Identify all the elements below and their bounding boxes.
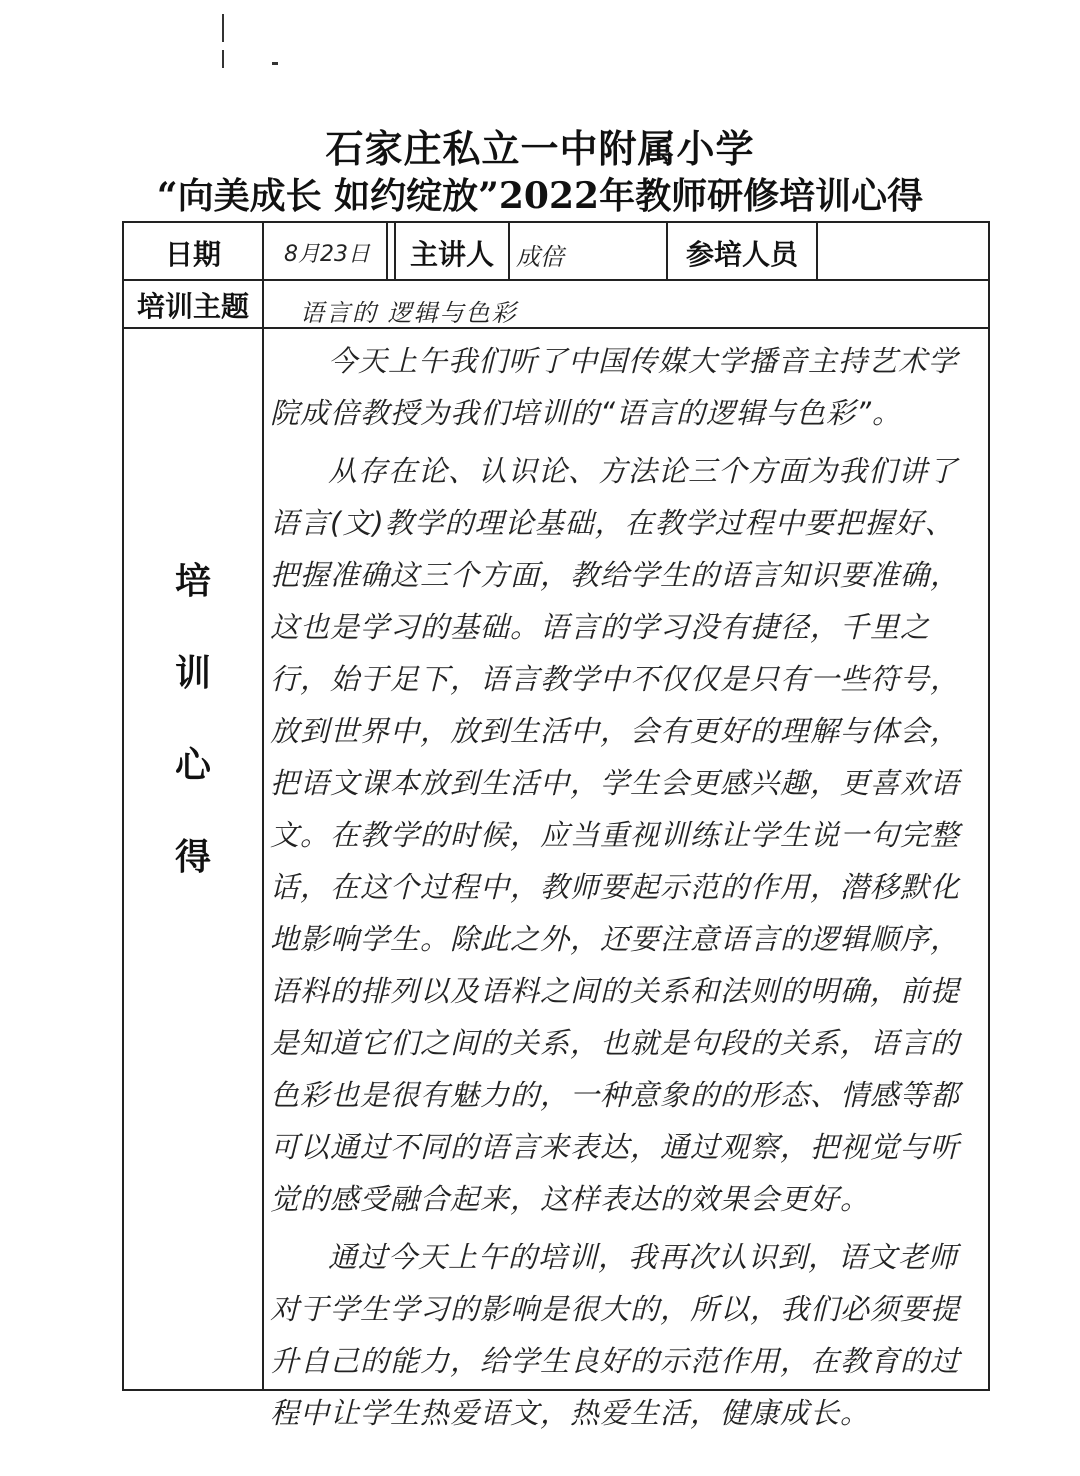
school-title: 石家庄私立一中附属小学 <box>325 126 755 171</box>
date-label: 日期 <box>164 238 221 271</box>
cell-divider <box>262 223 264 327</box>
topic-value: 语言的 逻辑与色彩 <box>300 299 518 327</box>
reflection-label-char: 培 <box>174 561 211 602</box>
row-divider <box>124 327 988 329</box>
speaker-value: 成倍 <box>516 243 564 271</box>
scan-mark <box>222 14 224 42</box>
reflection-paragraph: 通过今天上午的培训，我再次认识到，语文老师对于学生学习的影响是很大的，所以，我们必须要提升自己的能力，给学生良好的示范作用，在教育的过程中让学生热爱语文，热爱生活，健康成长。 <box>270 1240 961 1430</box>
reflection-paragraph: 从存在论、认识论、方法论三个方面为我们讲了语言(文)教学的理论基础，在教学过程中要把握好、把握准确这三个方面，教给学生的语言知识要准确，这也是学习的基础。语言的学习没有捷径，千里之行，始于足下，语言教学中不仅仅是只有一些符号，放到世界中，放到生活中，会有更好的理解与体会，把语文课本放到生活中，学生会更感兴趣，更喜欢语文。在教学的时候，应当重视训练让学生说一句完整话，在这个过程中，教师要起示范的作用，潜移默化地影响学生。除此之外，还要注意语言的逻辑顺序，语料的排列以及语料之间的关系和法则的明确，前提是知道它们之间的关系，也就是句段的关系，语言的色彩也是很有魅力的，一种意象的的形态、情感等都可以通过不同的语言来表达，通过观察，把视觉与听觉的感受融合起来，这样表达的效果会更好。 <box>270 454 961 1216</box>
cell-divider <box>262 327 264 1391</box>
row-divider <box>124 279 988 281</box>
cell-divider <box>386 223 388 279</box>
cell-divider <box>816 223 818 279</box>
cell-divider <box>508 223 510 279</box>
scan-mark <box>272 62 278 65</box>
speaker-label: 主讲人 <box>409 238 494 271</box>
program-title: “向美成长 如约绽放”2022年教师研修培训心得 <box>156 175 924 217</box>
scan-mark <box>222 50 224 68</box>
reflection-label <box>124 553 262 921</box>
participants-label: 参培人员 <box>685 238 798 271</box>
reflection-label-char: 心 <box>174 745 211 786</box>
reflection-label-char: 得 <box>174 837 211 878</box>
training-form <box>122 221 990 1430</box>
reflection-body <box>270 335 984 1439</box>
topic-label: 培训主题 <box>136 290 249 323</box>
reflection-paragraph: 今天上午我们听了中国传媒大学播音主持艺术学院成倍教授为我们培训的“语言的逻辑与色彩”。 <box>270 344 959 430</box>
reflection-label-char: 训 <box>174 653 211 694</box>
date-value: 8月23日 <box>284 242 370 267</box>
